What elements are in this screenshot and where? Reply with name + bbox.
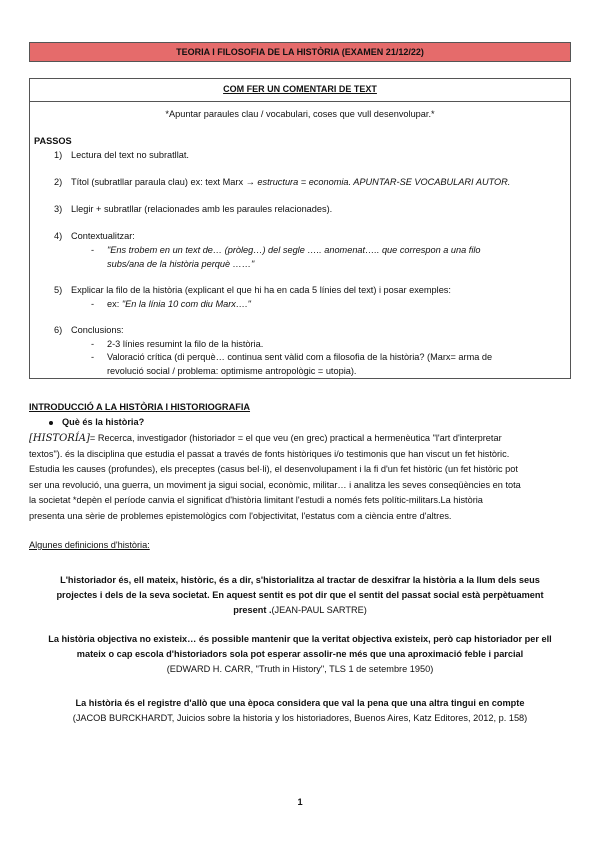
intro-paragraph: [HISTORÍA]= Recerca, investigador (historiador = el que veu (en grec) practical a hermenèutica "l'art d'interpretar textos"). és la disciplina que estudia el passat a través de fonts històriques i/o testimonis que han viscut un fet històric. Estudia les causes (profundes), els preceptes (casus bel·li), el desenvolupament i la fi d'un fet històric (un fet històric pot ser una revolució, una guerra, un moviment ja sigui social, econòmic, militar… i analitza les seves conseqüències en tota la societat *depèn el període canvia el significat d'història limitant l'estudi a només fets polític-militars.La història presenta una sèrie de problemes epistemològics com l'objectivitat, l'estatus com a ciència entre d'altres. [29, 433, 521, 521]
step-number: 6) [54, 325, 63, 335]
quote-carr: La història objectiva no existeix… és possible mantenir que la veritat objectiva existeix, però cap historiador per ell mateix o cap escola d'historiadors sola pot esperar assolir-ne més que una aproximació feble i parcial (EDWARD H. CARR, "Truth in History", TLS 1 de setembre 1950) [48, 634, 552, 674]
step-text: Títol (subratllar paraula clau) ex: text Marx → estructura = economia. APUNTAR-SE VOCABULARI AUTOR. [71, 177, 511, 187]
quote-burckhardt: La història és el registre d'allò que una època considera que val la pena que una altra tingui en compte (JACOB BURCKHARDT, Juicios sobre la historia y los historiadores, Buenos Aires, Katz Editores, 2012, p. 158) [72, 698, 528, 723]
quote-sartre: L'historiador és, ell mateix, històric, és a dir, s'historialitza al tractar de desxifrar la història a la llum dels seus projectes i dels de la seva societat. En aquest sentit es pot dir que el sentit del passat social està perpètuament present .(JEAN-PAUL SARTRE) [56, 575, 544, 615]
step-number: 1) [54, 150, 63, 160]
comment-guide-box [29, 78, 571, 379]
step-text: Contextualitzar: [71, 231, 135, 241]
step4-sub-line2: subs/ana de la història perquè ……" [107, 259, 255, 269]
step4-sub-line1: "Ens trobem en un text de… (pròleg…) del segle ….. anomenat….. que correspon a una filo [107, 245, 481, 255]
step-text: Lectura del text no subratllat. [71, 150, 189, 160]
sub-dash: - [91, 339, 95, 349]
sub-dash: - [91, 352, 95, 362]
sub-dash: - [91, 299, 95, 309]
step5-sub: ex: "En la línia 10 com diu Marx…." [107, 299, 251, 309]
step6-sub2-line1: Valoració crítica (di perquè… continua sent vàlid com a filosofia de la història? (Marx= arma de [107, 352, 493, 362]
box-title: COM FER UN COMENTARI DE TEXT [30, 79, 570, 102]
step-text: Conclusions: [71, 325, 124, 335]
definitions-heading: Algunes definicions d'història: [29, 540, 150, 550]
step-text: Llegir + subratllar (relacionades amb les paraules relacionades). [71, 204, 333, 214]
intro-question: Què és la història? [49, 417, 144, 427]
step-number: 2) [54, 177, 63, 187]
step-number: 5) [54, 285, 63, 295]
box-note: *Apuntar paraules clau / vocabulari, coses que vull desenvolupar.* [165, 109, 435, 119]
step-number: 4) [54, 231, 63, 241]
steps-label: PASSOS [34, 136, 72, 146]
page-number: 1 [297, 797, 303, 807]
step6-sub1: 2-3 línies resumint la filo de la història. [107, 339, 264, 349]
step-text: Explicar la filo de la història (explicant el que hi ha en cada 5 línies del text) i posar exemples: [71, 285, 451, 295]
term-history: [HISTORÍA] [29, 433, 90, 444]
bullet-icon [49, 421, 53, 425]
step6-sub2-line2: revolució social / problema: optimisme antropològic = utopia). [107, 366, 357, 376]
sub-dash: - [91, 245, 95, 255]
step-number: 3) [54, 204, 63, 214]
document-title: TEORIA I FILOSOFIA DE LA HISTÒRIA (EXAMEN 21/12/22) [29, 42, 571, 62]
intro-heading: INTRODUCCIÓ A LA HISTÒRIA I HISTORIOGRAFIA [29, 402, 251, 412]
